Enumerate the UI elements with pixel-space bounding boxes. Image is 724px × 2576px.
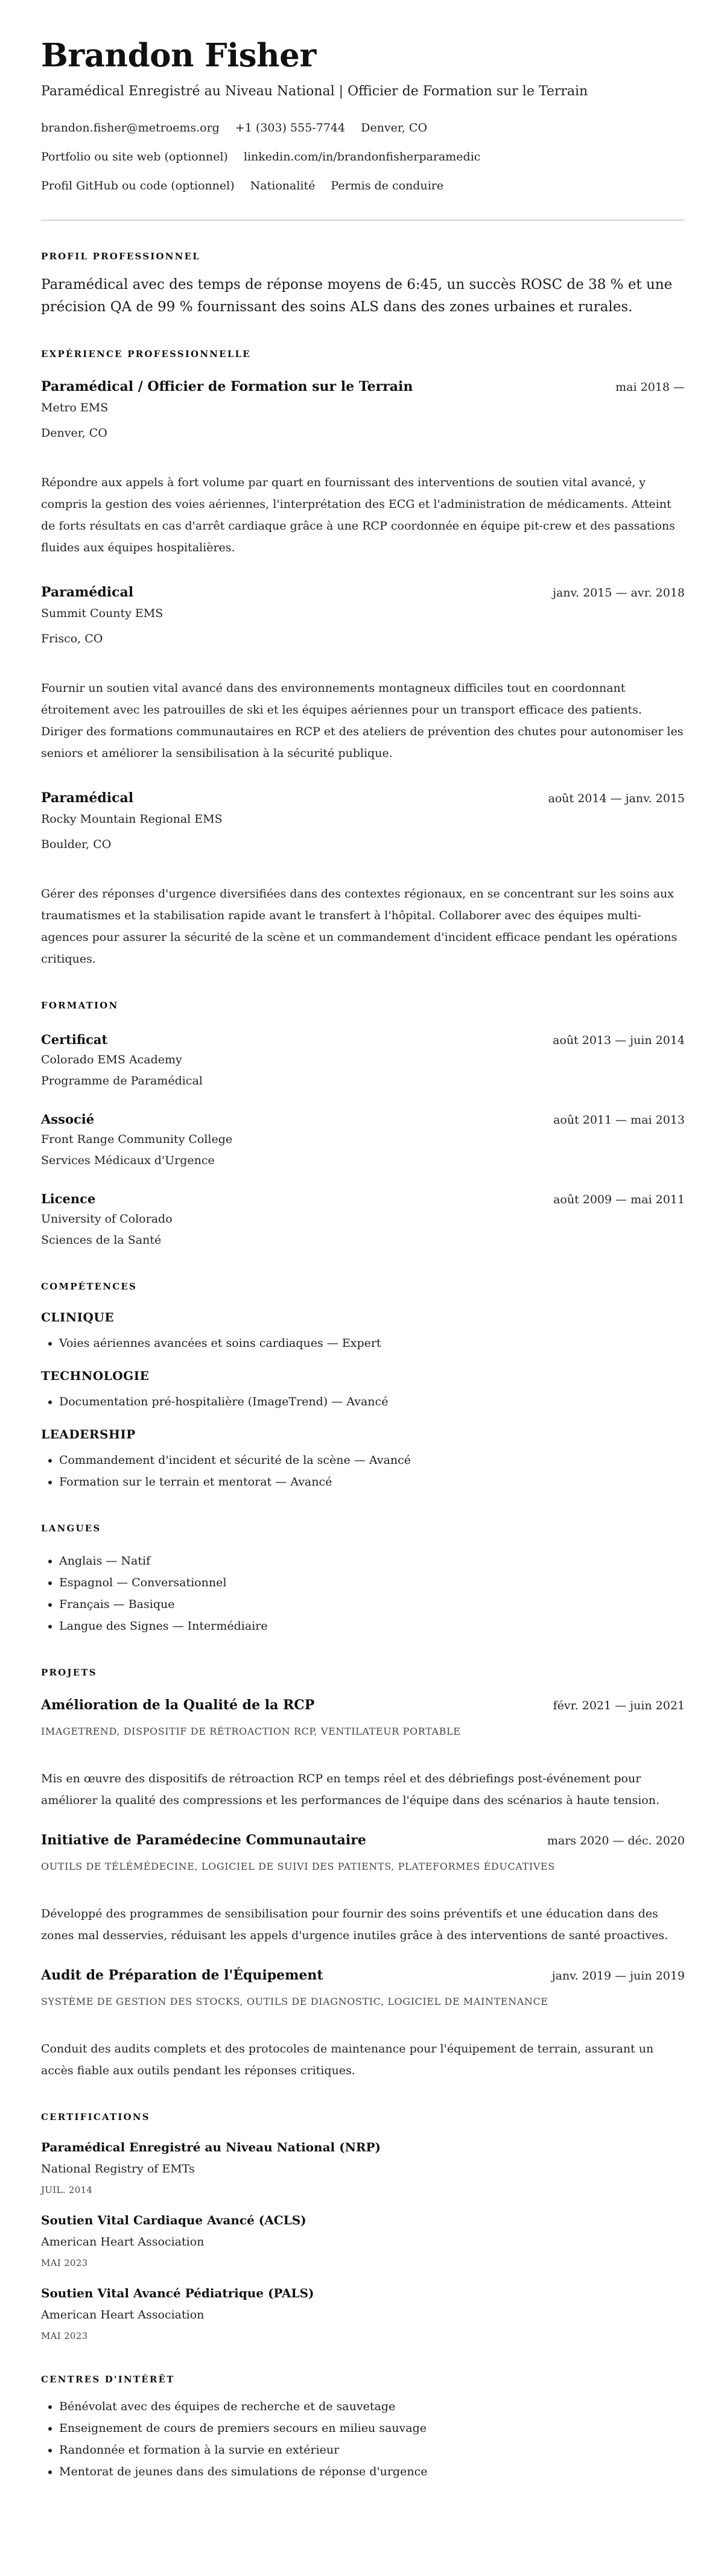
- language-item: • Anglais — Natif: [59, 1550, 685, 1572]
- certification-issuer: American Heart Association: [41, 2235, 205, 2248]
- section-heading: EXPÉRIENCE PROFESSIONNELLE: [41, 349, 251, 359]
- summary-text: Paramédical avec des temps de réponse moyens de 6:45, un succès ROSC de 38 % et une précision QA de 99 % fournissant des soins ALS dans des zones urbaines et rurales.: [41, 277, 673, 315]
- certification-date: JUIL. 2014: [41, 2185, 93, 2195]
- job-title: Paramédical: [41, 584, 134, 600]
- projects-section: [41, 1666, 685, 2081]
- contact-email[interactable]: brandon.fisher@metroems.org: [41, 121, 220, 134]
- job-date: août 2014 — janv. 2015: [548, 792, 685, 805]
- experience-entry: [41, 583, 685, 764]
- contact-row: [41, 113, 685, 142]
- skill-category: LEADERSHIP: [41, 1427, 136, 1441]
- education-date: août 2011 — mai 2013: [553, 1113, 685, 1127]
- education-entry: [41, 1191, 685, 1251]
- skill-category: TECHNOLOGIE: [41, 1369, 150, 1383]
- section-heading: PROJETS: [41, 1667, 97, 1678]
- job-date: janv. 2015 — avr. 2018: [553, 586, 685, 600]
- languages-section: [41, 1522, 685, 1637]
- job-location: Denver, CO: [41, 426, 107, 440]
- skill-item: • Documentation pré-hospitalière (ImageTrend) — Avancé: [59, 1391, 685, 1413]
- skill-list: [41, 1391, 685, 1413]
- skill-item: • Formation sur le terrain et mentorat — Avancé: [59, 1471, 685, 1493]
- section-heading: PROFIL PROFESSIONNEL: [41, 251, 200, 262]
- job-title: Paramédical / Officier de Formation sur le Terrain: [41, 379, 413, 394]
- job-location: Boulder, CO: [41, 838, 112, 851]
- interest-item: • Mentorat de jeunes dans des simulations de réponse d'urgence: [59, 2461, 685, 2483]
- interest-item: • Randonnée et formation à la survie en extérieur: [59, 2439, 685, 2461]
- skill-item: • Voies aériennes avancées et soins cardiaques — Expert: [59, 1332, 685, 1354]
- project-entry: [41, 1696, 685, 1811]
- contact-linkedin[interactable]: linkedin.com/in/brandonfisherparamedic: [243, 150, 481, 163]
- contact-github[interactable]: Profil GitHub ou code (optionnel): [41, 179, 235, 192]
- certification-title: Soutien Vital Avancé Pédiatrique (PALS): [41, 2286, 314, 2300]
- experience-entry: [41, 378, 685, 559]
- project-date: janv. 2019 — juin 2019: [551, 1969, 685, 1983]
- language-item: • Langue des Signes — Intermédiaire: [59, 1615, 685, 1637]
- certifications-section: [41, 2111, 685, 2344]
- contact-driving-license: Permis de conduire: [331, 179, 444, 192]
- candidate-name: Brandon Fisher: [41, 37, 316, 74]
- project-entry: [41, 1966, 685, 2081]
- section-heading: LANGUES: [41, 1523, 101, 1534]
- experience-section: [41, 348, 685, 970]
- project-title: Audit de Préparation de l'Équipement: [41, 1967, 323, 1983]
- job-company: Metro EMS: [41, 401, 109, 414]
- contact-info: [41, 113, 685, 200]
- certification-entry: [41, 2212, 685, 2271]
- contact-portfolio[interactable]: Portfolio ou site web (optionnel): [41, 150, 228, 163]
- contact-row: [41, 142, 685, 171]
- project-date: mars 2020 — déc. 2020: [547, 1834, 685, 1847]
- certification-issuer: National Registry of EMTs: [41, 2162, 195, 2176]
- degree: Associé: [41, 1112, 95, 1127]
- contact-row: [41, 171, 685, 200]
- project-title: Amélioration de la Qualité de la RCP: [41, 1697, 315, 1713]
- education-entry: [41, 1111, 685, 1171]
- school: Front Range Community College: [41, 1133, 233, 1146]
- certification-title: Soutien Vital Cardiaque Avancé (ACLS): [41, 2213, 306, 2227]
- header-divider: [41, 220, 685, 221]
- project-entry: [41, 1831, 685, 1946]
- certification-entry: [41, 2285, 685, 2344]
- summary-section: [41, 250, 685, 318]
- contact-location: Denver, CO: [361, 121, 428, 134]
- skill-list: [41, 1332, 685, 1354]
- degree: Licence: [41, 1191, 96, 1206]
- education-section: [41, 999, 685, 1251]
- project-description: Conduit des audits complets et des protocoles de maintenance pour l'équipement de terrain, assurant un accès fiable aux outils pendant les réponses critiques.: [41, 2042, 654, 2077]
- interest-list: [41, 2396, 685, 2483]
- interest-item: • Bénévolat avec des équipes de recherche et de sauvetage: [59, 2396, 685, 2417]
- field-of-study: Services Médicaux d'Urgence: [41, 1154, 215, 1167]
- contact-nationality: Nationalité: [250, 179, 316, 192]
- project-technologies: SYSTÈME DE GESTION DES STOCKS, OUTILS DE DIAGNOSTIC, LOGICIEL DE MAINTENANCE: [41, 1996, 548, 2007]
- certification-issuer: American Heart Association: [41, 2308, 205, 2321]
- certification-entry: [41, 2139, 685, 2198]
- job-company: Summit County EMS: [41, 607, 164, 620]
- certification-title: Paramédical Enregistré au Niveau National (NRP): [41, 2140, 381, 2154]
- experience-entry: [41, 789, 685, 970]
- job-company: Rocky Mountain Regional EMS: [41, 812, 223, 826]
- project-date: févr. 2021 — juin 2021: [553, 1699, 685, 1712]
- skill-category: CLINIQUE: [41, 1310, 115, 1324]
- job-title: Paramédical: [41, 790, 134, 806]
- resume-header: [41, 37, 685, 200]
- job-description: Gérer des réponses d'urgence diversifiées dans des contextes régionaux, en se concentrant sur les soins aux traumatismes et la stabilisation rapide avant le transfert à l'hôpital. Collaborer avec des équipes multi-agences pour assurer la sécurité de la scène et un commandement d'incident efficace pendant les opérations critiques.: [41, 887, 678, 966]
- section-heading: CERTIFICATIONS: [41, 2112, 150, 2122]
- section-heading: FORMATION: [41, 1000, 119, 1011]
- language-item: • Espagnol — Conversationnel: [59, 1572, 685, 1593]
- field-of-study: Programme de Paramédical: [41, 1074, 203, 1087]
- certification-date: MAI 2023: [41, 2258, 88, 2268]
- skills-section: [41, 1280, 685, 1493]
- candidate-headline: Paramédical Enregistré au Niveau National | Officier de Formation sur le Terrain: [41, 84, 588, 99]
- job-description: Fournir un soutien vital avancé dans des environnements montagneux difficiles tout en coordonnant étroitement avec les patrouilles de ski et les équipes aériennes pour un transport efficace des patients. Diriger des formations communautaires en RCP et des ateliers de prévention des chutes pour autonomiser les seniors et améliorer la sensibilisation à la sécurité publique.: [41, 682, 684, 760]
- language-item: • Français — Basique: [59, 1593, 685, 1615]
- contact-phone[interactable]: +1 (303) 555-7744: [235, 121, 346, 134]
- interests-section: [41, 2373, 685, 2483]
- interest-item: • Enseignement de cours de premiers secours en milieu sauvage: [59, 2417, 685, 2439]
- project-technologies: OUTILS DE TÉLÉMÉDECINE, LOGICIEL DE SUIVI DES PATIENTS, PLATEFORMES ÉDUCATIVES: [41, 1861, 555, 1872]
- job-date: mai 2018 —: [615, 381, 685, 394]
- project-technologies: IMAGETREND, DISPOSITIF DE RÉTROACTION RCP, VENTILATEUR PORTABLE: [41, 1726, 461, 1737]
- project-title: Initiative de Paramédecine Communautaire: [41, 1832, 366, 1848]
- school: University of Colorado: [41, 1212, 173, 1226]
- education-date: août 2009 — mai 2011: [553, 1193, 685, 1206]
- education-entry: [41, 1031, 685, 1092]
- job-location: Frisco, CO: [41, 632, 103, 645]
- degree: Certificat: [41, 1032, 108, 1047]
- skill-item: • Commandement d'incident et sécurité de la scène — Avancé: [59, 1449, 685, 1471]
- certification-date: MAI 2023: [41, 2331, 88, 2341]
- education-date: août 2013 — juin 2014: [553, 1034, 685, 1047]
- job-description: Répondre aux appels à fort volume par quart en fournissant des interventions de soutien vital avancé, y compris la gestion des voies aériennes, l'interprétation des ECG et l'administration de médicaments. Atteint de forts résultats en cas d'arrêt cardiaque grâce à une RCP coordonnée en équipe pit-crew et des passations fluides aux équipes hospitalières.: [41, 476, 675, 554]
- skill-list: [41, 1449, 685, 1493]
- section-heading: CENTRES D'INTÉRÊT: [41, 2374, 175, 2385]
- field-of-study: Sciences de la Santé: [41, 1233, 162, 1247]
- school: Colorado EMS Academy: [41, 1053, 182, 1066]
- project-description: Mis en œuvre des dispositifs de rétroaction RCP en temps réel et des débriefings post-événement pour améliorer la qualité des compressions et les performances de l'équipe dans des scénarios à haute tension.: [41, 1772, 659, 1807]
- section-heading: COMPÉTENCES: [41, 1281, 138, 1292]
- language-list: [41, 1550, 685, 1637]
- project-description: Développé des programmes de sensibilisation pour fournir des soins préventifs et une éducation dans des zones mal desservies, réduisant les appels d'urgence inutiles grâce à des interventions de santé proactives.: [41, 1907, 668, 1942]
